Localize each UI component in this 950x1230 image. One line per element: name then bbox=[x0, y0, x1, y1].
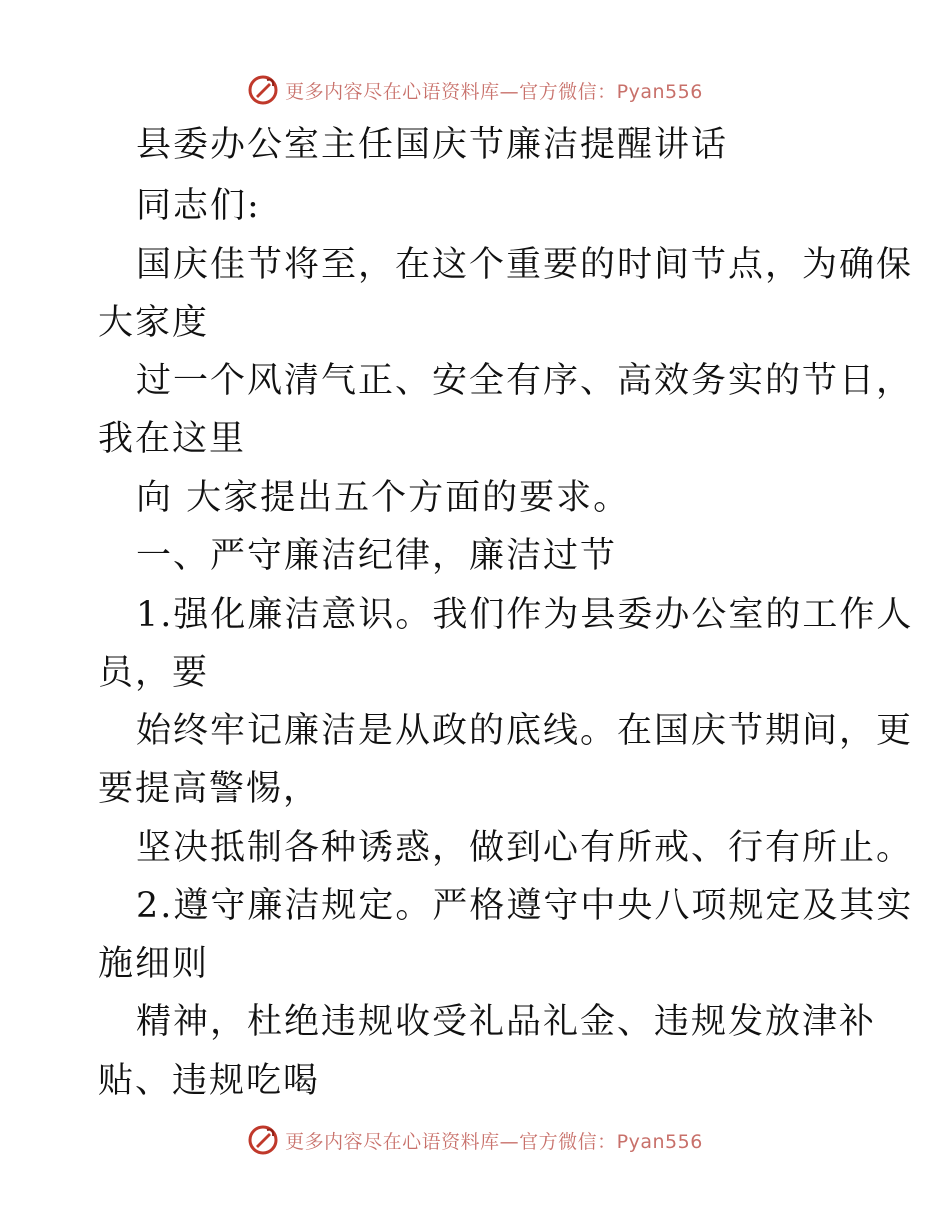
paragraph-line: 施细则 bbox=[98, 944, 210, 984]
paragraph-line: 要提高警惕， bbox=[98, 769, 321, 809]
footer-watermark bbox=[0, 1122, 950, 1158]
paragraph-line: 员，要 bbox=[98, 653, 210, 693]
paragraph-line: 国庆佳节将至，在这个重要的时间节点，为确保 bbox=[136, 245, 914, 285]
paragraph-line: 精神，杜绝违规收受礼品礼金、违规发放津补 bbox=[136, 1002, 877, 1042]
paragraph-line: 过一个风清气正、安全有序、高效务实的节日， bbox=[136, 361, 914, 401]
document-title: 县委办公室主任国庆节廉洁提醒讲话 bbox=[136, 125, 729, 165]
paragraph-line: 2.遵守廉洁规定。严格遵守中央八项规定及其实 bbox=[136, 886, 914, 926]
salutation: 同志们: bbox=[136, 186, 261, 226]
red-quill-logo-icon bbox=[247, 74, 279, 106]
paragraph-line: 向 大家提出五个方面的要求。 bbox=[136, 478, 631, 518]
paragraph-line: 贴、违规吃喝 bbox=[98, 1061, 321, 1101]
red-quill-logo-icon bbox=[247, 1124, 279, 1156]
paragraph-line: 始终牢记廉洁是从政的底线。在国庆节期间，更 bbox=[136, 711, 914, 751]
paragraph-line: 坚决抵制各种诱惑，做到心有所戒、行有所止。 bbox=[136, 828, 914, 868]
paragraph-line: 大家度 bbox=[98, 303, 210, 343]
section-heading: 一、严守廉洁纪律，廉洁过节 bbox=[136, 536, 618, 576]
paragraph-line: 1.强化廉洁意识。我们作为县委办公室的工作人 bbox=[136, 595, 914, 635]
header-watermark-text: 更多内容尽在心语资料库—官方微信：Pyan556 bbox=[285, 80, 703, 103]
header-watermark bbox=[0, 72, 950, 108]
paragraph-line: 我在这里 bbox=[98, 419, 247, 459]
footer-watermark-text: 更多内容尽在心语资料库—官方微信：Pyan556 bbox=[285, 1130, 703, 1153]
